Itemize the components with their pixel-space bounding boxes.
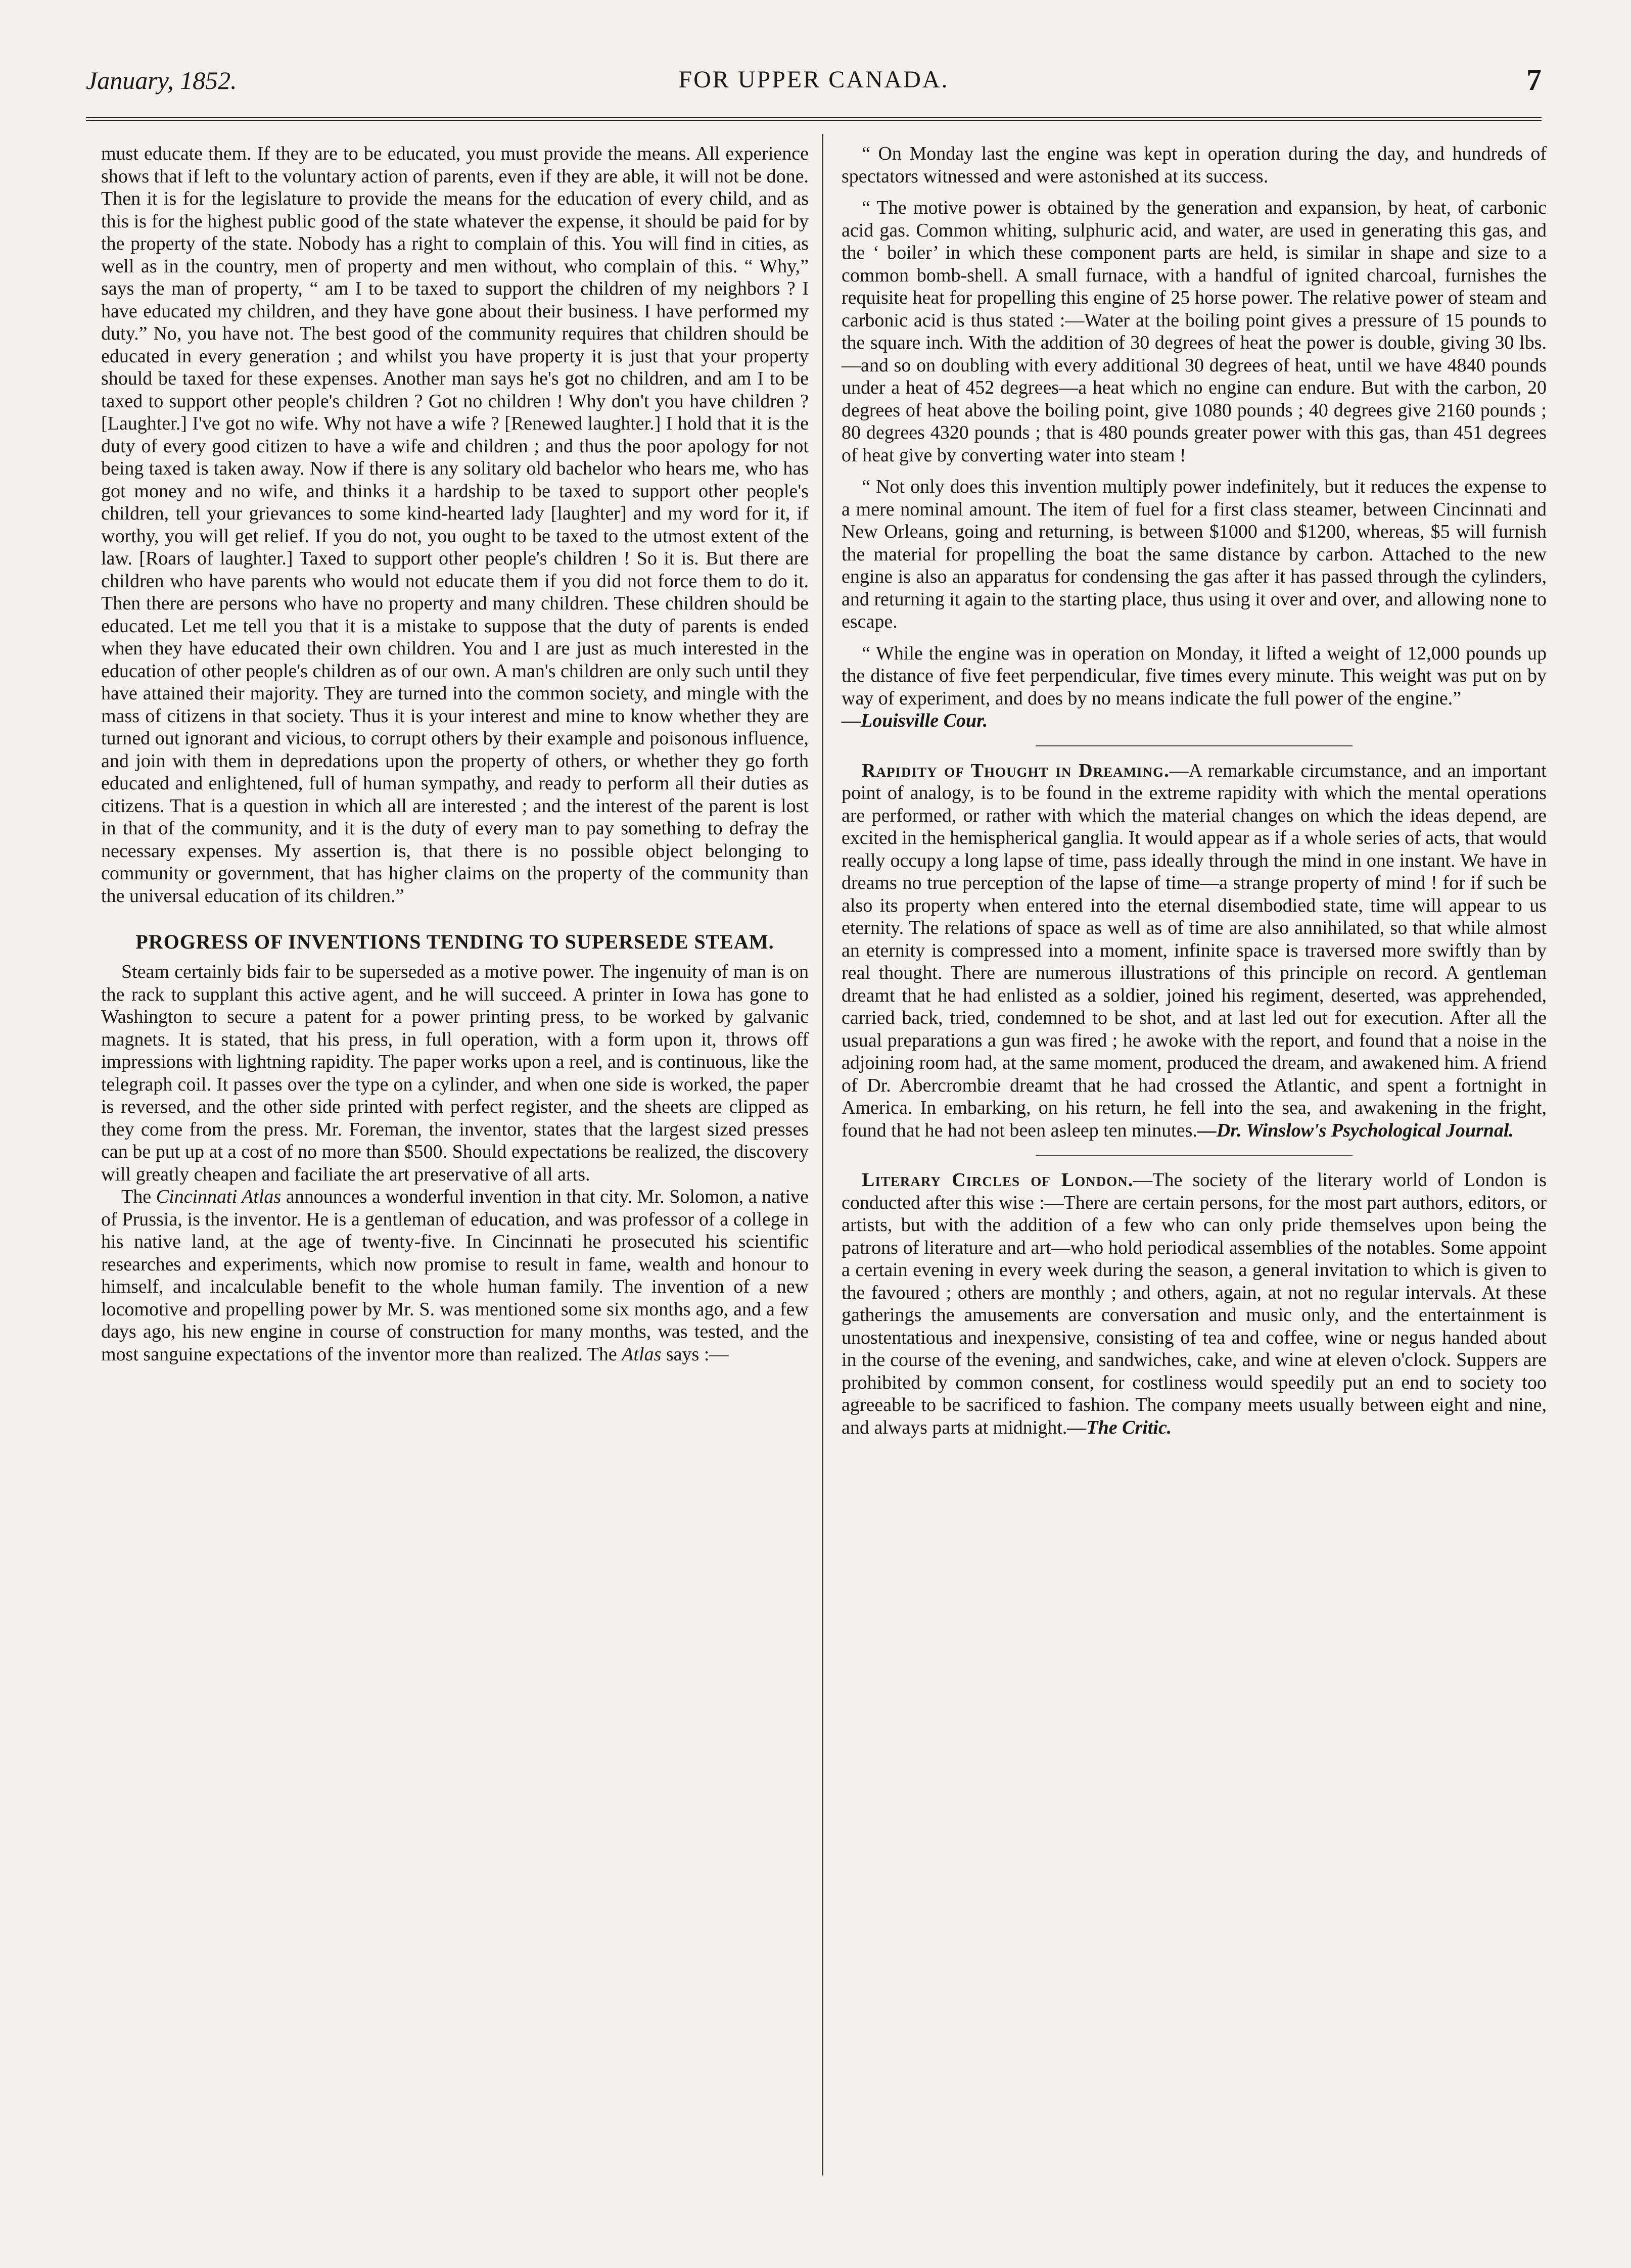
atlas-quote-3: “ Not only does this invention multiply power indefinitely, but it reduces the expense to a mere nominal amount. The item of fuel for a first class steamer, between Cincinnati and New Orleans, going and returning, is between $1000 and $1200, whereas, $5 will furnish the material for propelling the boat the same distance by carbon. Attached to the new engine is also an apparatus for condensing the gas after it has passed through the cylinders, and returning it again to the starting place, thus using it over and over, and allowing none to escape. — [842, 476, 1547, 632]
literary-circles-body: —The society of the literary world of London is conducted after this wise :—There are certain persons, for the most part authors, editors, or artists, but with the addition of a few who can only pride themselves upon being the patrons of literature and art—who hold periodical assemblies of the notables. Some appoint a certain evening in every week during the season, a general invitation to which is given to the favoured ; others are monthly ; and others, again, at not no regular intervals. At these gatherings the amusements are conversation and music only, and the entertainment is unostentatious and inexpensive, consisting of tea and coffee, wine or negus handed about in the course of the evening, and sandwiches, cake, and wine at eleven o'clock. Suppers are prohibited by common consent, for costliness would speedily put an end to society too agreeable to be sacrificed to fashion. The company meets usually between eight and nine, and always parts at midnight. — [842, 1169, 1547, 1438]
atlas-quote-4: “ While the engine was in operation on Monday, it lifted a weight of 12,000 pounds up the distance of five feet perpendicular, five times every minute. This weight was put on by way of experiment, and does by no means indicate the full power of the engine.” — [842, 642, 1547, 709]
literary-circles-article — [842, 1169, 1547, 1439]
header-rule — [86, 117, 1542, 121]
rapidity-source: —Dr. Winslow's Psychological Journal. — [1197, 1119, 1514, 1141]
newspaper-name: Cincinnati Atlas — [156, 1186, 282, 1207]
column-divider — [822, 134, 823, 2176]
left-column — [101, 143, 809, 1365]
literary-circles-source: —The Critic. — [1067, 1416, 1172, 1438]
atlas-quote-2: “ The motive power is obtained by the generation and expansion, by heat, of carbonic acid gas. Common whiting, sulphuric acid, and water, are used in generating this gas, and the ‘ boiler’ in which these component parts are held, is similar in shape and size to a common bomb-shell. A small furnace, with a handful of ignited charcoal, furnishes the requisite heat for propelling this engine of 25 horse power. The relative power of steam and carbonic acid is thus stated :—Water at the boiling point gives a pressure of 15 pounds to the square inch. With the addition of 30 degrees of heat the power is double, giving 30 lbs.—and so on doubling with every additional 30 degrees of heat, until we have 4840 pounds under a heat of 452 degrees—a heat which no engine can endure. But with the carbon, 20 degrees of heat above the boiling point, give 1080 pounds ; 40 degrees give 2160 pounds ; 80 degrees 4320 pounds ; that is 480 pounds greater power with this gas, than 451 degrees of heat give by converting water into steam ! — [842, 197, 1547, 466]
paragraph-text: says :— — [661, 1343, 729, 1365]
section-divider — [1036, 745, 1353, 746]
running-title: FOR UPPER CANADA. — [678, 66, 949, 93]
steam-article-paragraph-2 — [101, 1186, 809, 1365]
rapidity-title: Rapidity of Thought in Dreaming. — [862, 760, 1170, 781]
education-speech-continued: must educate them. If they are to be educated, you must provide the means. All experience shows that if left to the voluntary action of parents, even if they are able, it will not be done. Then it is for the legislature to provide the means for the education of every child, and as this is for the highest public good of the state whatever the expense, it should be paid for by the property of the state. Nobody has a right to complain of this. You will find in cities, as well as in the country, men of property and men without, who complain of this. “ Why,” says the man of property, “ am I to be taxed to support the children of my neighbors ? I have educated my children, and they have gone about their business. I have performed my duty.” No, you have not. The best good of the community requires that children should be educated in every generation ; and whilst you have property it is just that your property should be taxed for these expenses. Another man says he's got no children, and am I to be taxed to support other people's children ? Got no children ! Why don't you have children ? [Laughter.] I've got no wife. Why not have a wife ? [Renewed laughter.] I hold that it is the duty of every good citizen to have a wife and children ; and thus the poor apology for not being taxed is taken away. Now if there is any solitary old bachelor who hears me, who has got money and no wife, and thinks it a hardship to be taxed to support other people's children, tell your grievances to some kind-hearted lady [laughter] and my word for it, if worthy, you will get relief. If you do not, you ought to be taxed to the utmost extent of the law. [Roars of laughter.] Taxed to support other people's children ! So it is. But there are children who have parents who would not educate them if you did not force them to do it. Then there are persons who have no property and many children. These children should be educated. Let me tell you that it is a mistake to suppose that the duty of parents is ended when they have educated their own children. You and I are just as much interested in the education of other people's children as of our own. A man's children are only such until they have attained their majority. They are turned into the common society, and mingle with the mass of citizens in that society. Thus it is your interest and mine to know whether they are turned out ignorant and vicious, to corrupt others by their example and poisonous influence, and join with them in depredations upon the property of others, or whether they go forth educated and enlightened, full of human sympathy, and ready to perform all their duties as citizens. That is a question in which all are interested ; and the interest of the parent is lost in that of the community, and it is the duty of every man to pay something to defray the necessary expenses. My assertion is, that there is no possible object belonging to community or government, that has higher claims on the property of the community than the universal education of its children.” — [101, 143, 809, 907]
rapidity-body: —A remarkable circumstance, and an important point of analogy, is to be found in the extreme rapidity with which the mental operations are performed, or rather with which the material changes on which the ideas depend, are excited in the hemispherical ganglia. It would appear as if a whole series of acts, that would really occupy a long lapse of time, pass ideally through the mind in one instant. We have in dreams no true perception of the lapse of time—a strange property of mind ! for if such be also its property when entered into the eternal disembodied state, time will appear to us eternity. The relations of space as well as of time are also annihilated, so that while almost an eternity is compressed into a moment, infinite space is traversed more swiftly than by real thought. There are numerous illustrations of this principle on record. A gentleman dreamt that he had enlisted as a soldier, joined his regiment, deserted, was apprehended, carried back, tried, condemned to be shot, and at last led out for execution. After all the usual preparations a gun was fired ; he awoke with the report, and found that a noise in the adjoining room had, at the same moment, produced the dream, and awakened him. A friend of Dr. Abercrombie dreamt that he had crossed the Atlantic, and spent a fortnight in America. In embarking, on his return, he fell into the sea, and awakening in the fright, found that he had not been asleep ten minutes. — [842, 760, 1547, 1141]
newspaper-name-short: Atlas — [622, 1343, 662, 1365]
steam-article-paragraph-1: Steam certainly bids fair to be superseded as a motive power. The ingenuity of man is on the rack to supplant this active agent, and he will succeed. A printer in Iowa has gone to Washington to secure a patent for a power printing press, to be worked by galvanic magnets. It is stated, that his press, in full operation, with a form upon it, throws off impressions with lightning rapidity. The paper works upon a reel, and is continuous, like the telegraph coil. It passes over the type on a cylinder, and when one side is worked, the paper is reversed, and the other side printed with perfect register, and the sheets are clipped as they come from the press. Mr. Foreman, the inventor, states that the largest sized presses can be put up at a cost of no more than $500. Should expectations be realized, the discovery will greatly cheapen and faciliate the art preservative of all arts. — [101, 961, 809, 1185]
paragraph-text: The — [121, 1186, 156, 1207]
section-divider — [1036, 1155, 1353, 1156]
louisville-source — [842, 710, 1547, 732]
rapidity-article — [842, 760, 1547, 1142]
inventions-headline: PROGRESS OF INVENTIONS TENDING TO SUPERSEDE STEAM. — [135, 930, 774, 953]
paragraph-text: announces a wonderful invention in that city. Mr. Solomon, a native of Prussia, is the inventor. He is a gentleman of education, and was professor of a college in his native land, at the age of twenty-five. In Cincinnati he prosecuted his scientific researches and experiments, which now promise to result in fame, wealth and honour to himself, and incalculable benefit to the whole human family. The invention of a new locomotive and propelling power by Mr. S. was mentioned some six months ago, and a few days ago, his new engine in course of construction for many months, was tested, and the most sanguine expectations of the inventor more than realized. The — [101, 1186, 809, 1365]
page-header — [86, 63, 1542, 111]
literary-circles-title: Literary Circles of London. — [862, 1169, 1134, 1191]
right-column — [842, 143, 1547, 1439]
atlas-quote-1: “ On Monday last the engine was kept in operation during the day, and hundreds of spectators witnessed and were astonished at its success. — [842, 143, 1547, 187]
page-number: 7 — [1526, 63, 1542, 97]
source-attribution: —Louisville Cour. — [842, 710, 988, 731]
issue-date: January, 1852. — [86, 66, 237, 94]
